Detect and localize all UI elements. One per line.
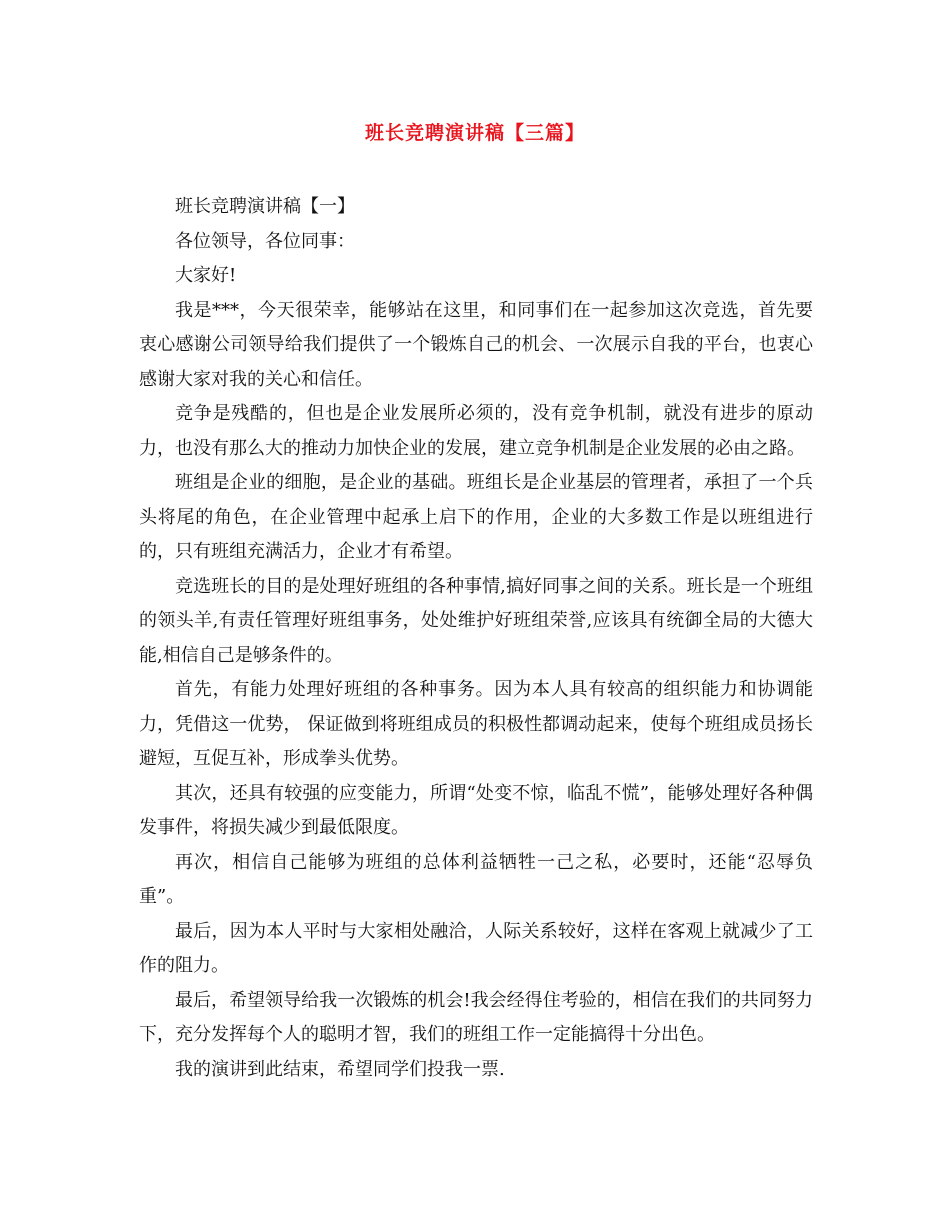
body-paragraph: 再次，相信自己能够为班组的总体利益牺牲一己之私，必要时，还能“忍辱负重”。 [139, 851, 813, 907]
salutation-paragraph: 各位领导，各位同事： [175, 230, 355, 252]
body-paragraph: 首先，有能力处理好班组的各种事务。因为本人具有较高的组织能力和协调能力，凭借这一优势， 保证做到将班组成员的积极性都调动起来，使每个班组成员扬长避短，互促互补，形成拳头优势。 [139, 679, 813, 769]
subtitle-paragraph: 班长竞聘演讲稿【一】 [175, 196, 355, 217]
document-body [139, 190, 813, 1087]
body-paragraph: 竞争是残酷的，但也是企业发展所必须的，没有竞争机制，就没有进步的原动力，也没有那么大的推动力加快企业的发展，建立竞争机制是企业发展的必由之路。 [139, 403, 813, 459]
greeting-paragraph: 大家好! [175, 265, 237, 286]
document-title: 班长竞聘演讲稿【三篇】 [364, 122, 585, 144]
body-paragraph: 最后，因为本人平时与大家相处融洽，人际关系较好，这样在客观上就减少了工作的阻力。 [139, 920, 813, 976]
body-paragraph: 竞选班长的目的是处理好班组的各种事情,搞好同事之间的关系。班长是一个班组的领头羊,有责任管理好班组事务，处处维护好班组荣誉,应该具有统御全局的大德大能,相信自己是够条件的。 [139, 575, 813, 666]
body-paragraph: 班组是企业的细胞，是企业的基础。班组长是企业基层的管理者，承担了一个兵头将尾的角色，在企业管理中起承上启下的作用，企业的大多数工作是以班组进行的，只有班组充满活力，企业才有希望。 [139, 472, 813, 562]
body-paragraph: 我是***，今天很荣幸，能够站在这里，和同事们在一起参加这次竞选，首先要衷心感谢公司领导给我们提供了一个锻炼自己的机会、一次展示自我的平台，也衷心感谢大家对我的关心和信任。 [139, 299, 813, 390]
closing-paragraph: 我的演讲到此结束，希望同学们投我一票. [175, 1058, 505, 1080]
body-paragraph: 最后，希望领导给我一次锻炼的机会!我会经得住考验的，相信在我们的共同努力下，充分发挥每个人的聪明才智，我们的班组工作一定能搞得十分出色。 [139, 989, 813, 1045]
body-paragraph: 其次，还具有较强的应变能力，所谓“处变不惊，临乱不慌”，能够处理好各种偶发事件，将损失减少到最低限度。 [139, 782, 813, 838]
